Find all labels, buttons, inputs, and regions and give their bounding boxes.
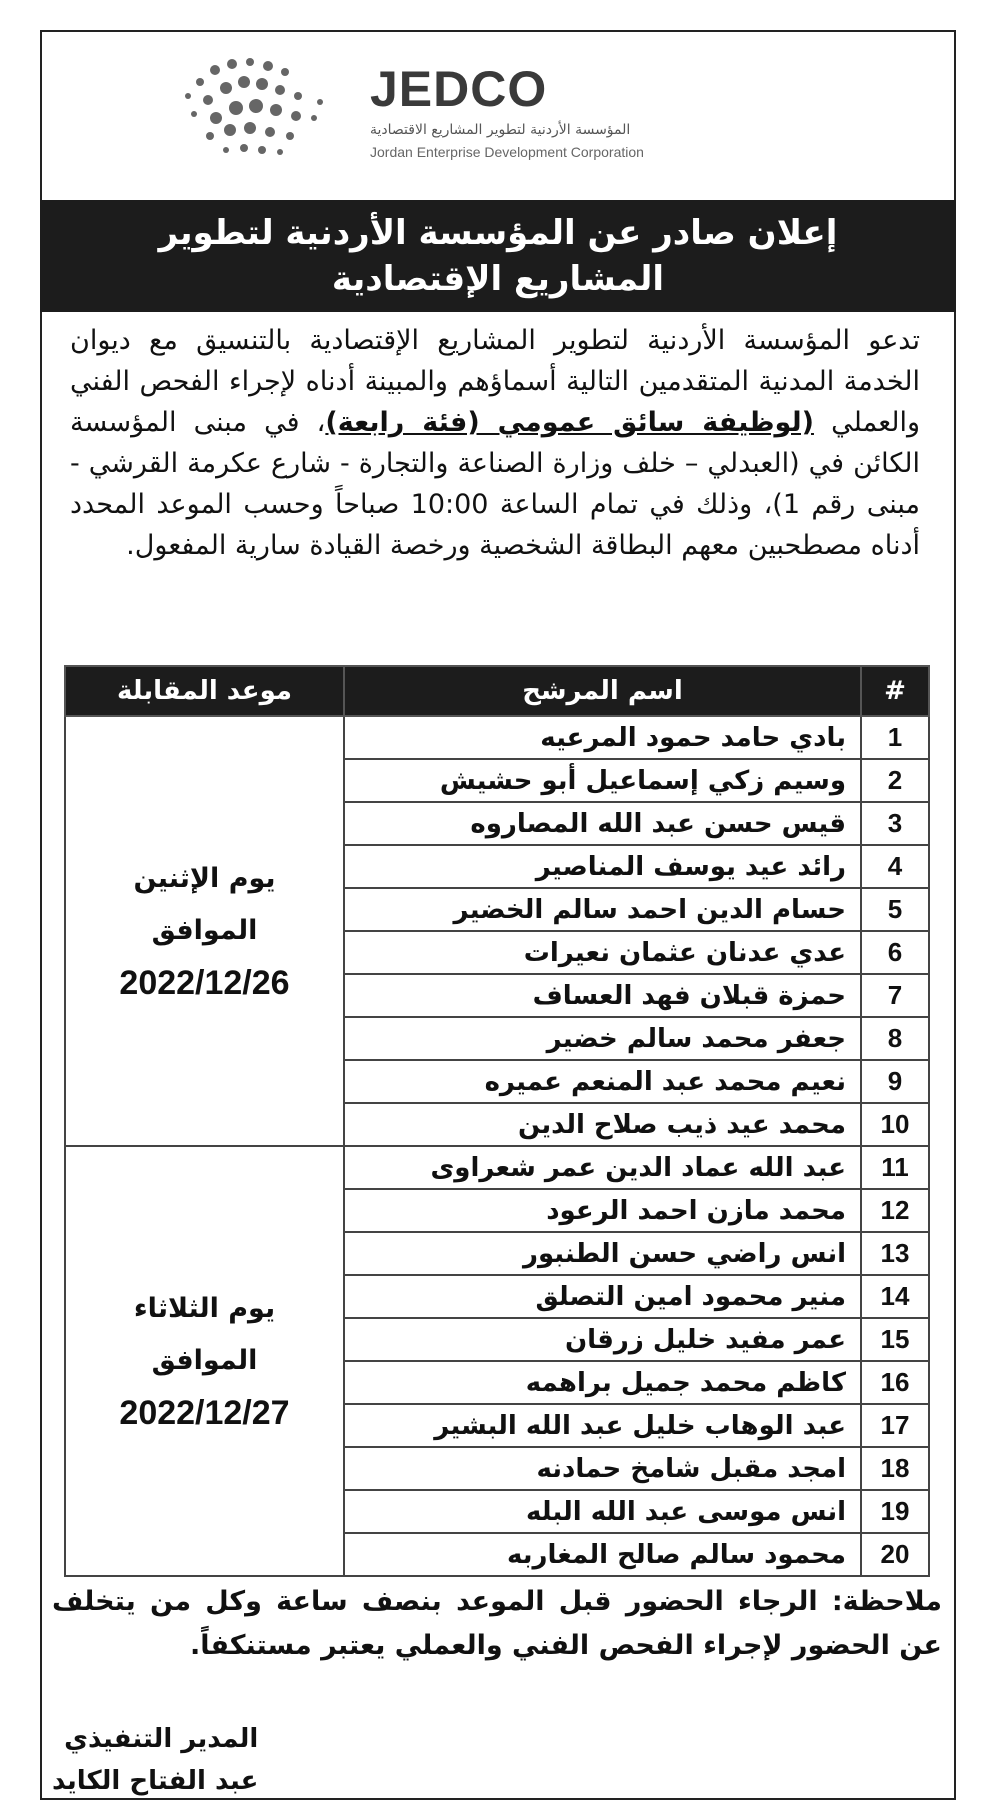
candidate-number: 16 bbox=[861, 1361, 929, 1404]
candidates-body bbox=[65, 716, 929, 1576]
schedule-label: الموافق bbox=[151, 1345, 258, 1376]
logo-english-name: Jordan Enterprise Development Corporation bbox=[370, 144, 644, 160]
candidate-name: رائد عيد يوسف المناصير bbox=[344, 845, 861, 888]
candidate-number: 15 bbox=[861, 1318, 929, 1361]
candidate-number: 2 bbox=[861, 759, 929, 802]
schedule-date: 2022/12/26 bbox=[119, 964, 290, 1002]
candidate-number: 17 bbox=[861, 1404, 929, 1447]
note-paragraph: ملاحظة: الرجاء الحضور قبل الموعد بنصف ساعة وكل من يتخلف عن الحضور لإجراء الفحص الفني والعملي يعتبر مستنكفاً. bbox=[52, 1586, 942, 1661]
candidate-name: محمود سالم صالح المغاربه bbox=[344, 1533, 861, 1576]
header-num: # bbox=[861, 666, 929, 716]
candidate-name: عمر مفيد خليل زرقان bbox=[344, 1318, 861, 1361]
candidate-number: 3 bbox=[861, 802, 929, 845]
logo-title: JEDCO bbox=[370, 61, 548, 117]
candidate-name: عبد الوهاب خليل عبد الله البشير bbox=[344, 1404, 861, 1447]
signature-name: عبد الفتاح الكايد bbox=[52, 1766, 259, 1796]
header-line-1: إعلان صادر عن المؤسسة الأردنية لتطوير bbox=[158, 213, 838, 253]
candidate-number: 5 bbox=[861, 888, 929, 931]
logo-arabic-name: المؤسسة الأردنية لتطوير المشاريع الاقتصادية bbox=[370, 122, 631, 138]
candidate-number: 18 bbox=[861, 1447, 929, 1490]
candidate-number: 7 bbox=[861, 974, 929, 1017]
candidate-number: 6 bbox=[861, 931, 929, 974]
table-header-row bbox=[65, 666, 929, 716]
candidate-number: 1 bbox=[861, 716, 929, 759]
candidate-number: 12 bbox=[861, 1189, 929, 1232]
candidate-name: نعيم محمد عبد المنعم عميره bbox=[344, 1060, 861, 1103]
candidate-name: محمد عيد ذيب صلاح الدين bbox=[344, 1103, 861, 1146]
schedule-date: 2022/12/27 bbox=[119, 1394, 290, 1432]
interview-schedule bbox=[65, 716, 344, 1146]
logo-dots-icon bbox=[180, 52, 340, 162]
candidate-number: 8 bbox=[861, 1017, 929, 1060]
candidate-name: وسيم زكي إسماعيل أبو حشيش bbox=[344, 759, 861, 802]
jedco-logo bbox=[170, 40, 830, 180]
candidate-number: 4 bbox=[861, 845, 929, 888]
intro-text-2: ، في مبنى المؤسسة الكائن في (العبدلي – خلف وزارة الصناعة والتجارة - شارع عكرمة القرشي - مبنى رقم 1)، وذلك في تمام الساعة 10:00 صباحاً وحسب الموعد المحدد أدناه مصطحبين معهم البطاقة الشخصية ورخصة القيادة سارية المفعول. bbox=[70, 407, 920, 561]
candidate-number: 20 bbox=[861, 1533, 929, 1576]
interview-schedule bbox=[65, 1146, 344, 1576]
intro-paragraph bbox=[70, 320, 920, 566]
candidate-name: انس موسى عبد الله البله bbox=[344, 1490, 861, 1533]
announcement-header bbox=[40, 200, 956, 312]
candidate-name: حمزة قبلان فهد العساف bbox=[344, 974, 861, 1017]
candidate-number: 10 bbox=[861, 1103, 929, 1146]
schedule-day: يوم الإثنين bbox=[133, 863, 276, 894]
table-row bbox=[65, 716, 929, 759]
candidate-number: 11 bbox=[861, 1146, 929, 1189]
candidate-name: بادي حامد حمود المرعيه bbox=[344, 716, 861, 759]
candidate-name: امجد مقبل شامخ حمادنه bbox=[344, 1447, 861, 1490]
candidates-table bbox=[64, 665, 930, 1577]
candidate-number: 14 bbox=[861, 1275, 929, 1318]
signature-title: المدير التنفيذي bbox=[64, 1724, 259, 1754]
header-name: اسم المرشح bbox=[344, 666, 861, 716]
candidate-name: منير محمود امين التصلق bbox=[344, 1275, 861, 1318]
candidate-name: محمد مازن احمد الرعود bbox=[344, 1189, 861, 1232]
candidate-name: انس راضي حسن الطنبور bbox=[344, 1232, 861, 1275]
candidate-name: قيس حسن عبد الله المصاروه bbox=[344, 802, 861, 845]
intro-text-1: تدعو المؤسسة الأردنية لتطوير المشاريع الإقتصادية بالتنسيق مع ديوان الخدمة المدنية المتقدمين التالية أسماؤهم والمبينة أدناه لإجراء الفحص الفني والعملي bbox=[70, 325, 920, 438]
signature-block bbox=[52, 1718, 258, 1802]
candidate-number: 9 bbox=[861, 1060, 929, 1103]
table-row bbox=[65, 1146, 929, 1189]
candidate-name: كاظم محمد جميل براهمه bbox=[344, 1361, 861, 1404]
candidate-name: عدي عدنان عثمان نعيرات bbox=[344, 931, 861, 974]
schedule-label: الموافق bbox=[151, 915, 258, 946]
candidate-number: 19 bbox=[861, 1490, 929, 1533]
candidate-name: عبد الله عماد الدين عمر شعراوى bbox=[344, 1146, 861, 1189]
candidate-name: جعفر محمد سالم خضير bbox=[344, 1017, 861, 1060]
header-line-2: المشاريع الإقتصادية bbox=[331, 259, 665, 299]
header-schedule: موعد المقابلة bbox=[65, 666, 344, 716]
candidate-number: 13 bbox=[861, 1232, 929, 1275]
intro-job-title: (لوظيفة سائق عمومي (فئة رابعة) bbox=[325, 407, 814, 438]
schedule-day: يوم الثلاثاء bbox=[133, 1293, 276, 1324]
candidate-name: حسام الدين احمد سالم الخضير bbox=[344, 888, 861, 931]
